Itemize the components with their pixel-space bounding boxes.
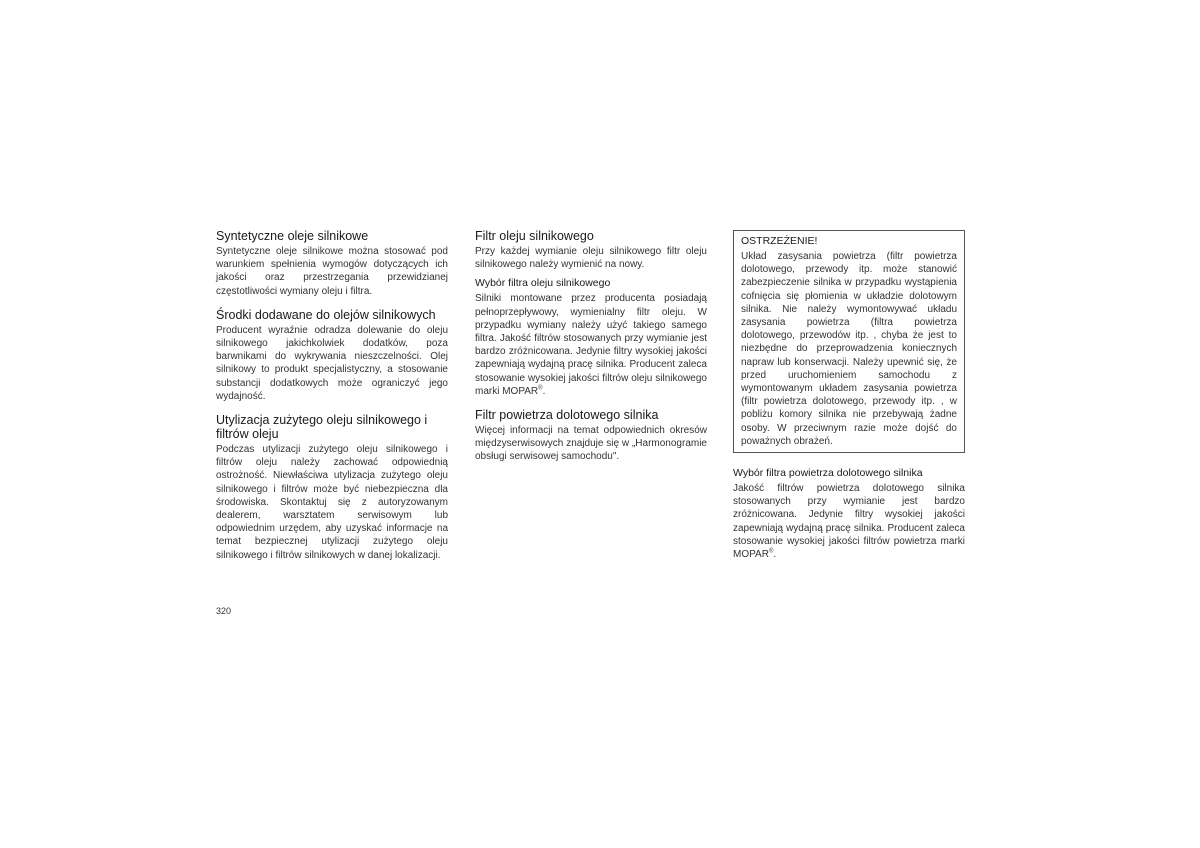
sentence-end: . — [542, 385, 546, 397]
section-oil-disposal — [216, 413, 448, 562]
section-title: Syntetyczne oleje silnikowe — [216, 229, 369, 243]
warning-box — [733, 230, 965, 453]
section-oil-additives — [216, 308, 448, 403]
warning-title: OSTRZEŻENIE! — [741, 235, 818, 247]
section-body: Przy każdej wymianie oleju silnikowego filtr oleju silnikowego należy wymienić na nowy. — [475, 246, 707, 271]
subsection-body — [475, 292, 707, 398]
section-air-filter-choice — [733, 467, 965, 561]
section-body: Podczas utylizacji zużytego oleju silnikowego i filtrów oleju należy zachować odpowiednią ostrożność. Niewłaściwa utylizacja zużytego oleju silnikowego i filtrów może być niebezpieczna dla środowiska. Skontaktuj się z autoryzowanym dealerem, warsztatem serwisowym lub odpowiednim urzędem, aby uzyskać informacje na temat bezpiecznej utylizacji zużytego oleju silnikowego i filtrów silnikowych w danej lokalizacji. — [216, 444, 448, 561]
sentence-end: . — [773, 549, 777, 561]
section-synthetic-oils — [216, 229, 448, 298]
section-title: Utylizacja zużytego oleju silnikowego i filtrów oleju — [216, 413, 428, 442]
column-left — [216, 229, 448, 572]
subsection-body — [733, 482, 965, 561]
subsection-text: Silniki montowane przez producenta posiadają pełnoprzepływowy, wymienialny filtr oleju. W przypadku wymiany należy użyć takiego samego filtra. Jakość filtrów stosowanych przy wymianie jest bardzo zróżnicowana. Jedynie filtry wysokiej jakości zapewniają wydajną pracę silnika. Producent zaleca stosowanie wysokiej jakości filtrów oleju silnikowego marki MOPAR — [475, 293, 707, 397]
section-oil-filter — [475, 229, 707, 398]
subsection-text: Jakość filtrów powietrza dolotowego silnika stosowanych przy wymianie jest bardzo zróżnicowana. Jedynie filtry wysokiej jakości zapewniają wydajną pracę silnika. Producent zaleca stosowanie wysokiej jakości filtrów powietrza marki MOPAR — [733, 483, 965, 561]
warning-body: Układ zasysania powietrza (filtr powietrza dolotowego, przewody itp. może stanowić zabezpieczenie silnika w przypadku wystąpienia cofnięcia się płomienia w układzie dolotowym silnika. Nie należy wymontowywać układu zasysania powietrza (filtra powietrza dolotowego, przewodów itp. , chyba że jest to niezbędne do przeprowadzenia koniecznych napraw lub konserwacji. Należy upewnić się, że przed uruchomieniem samochodu z wymontowanym układem zasysania powietrza (filtr powietrza dolotowego, przewody itp. , w pobliżu komory silnika nie przebywają żadne osoby. W przeciwnym razie może dojść do poważnych obrażeń. — [741, 251, 957, 447]
section-body: Więcej informacji na temat odpowiednich okresów międzyserwisowych znajduje się w „Harmonogramie obsługi serwisowej samochodu". — [475, 425, 707, 463]
column-middle — [475, 229, 707, 474]
section-title: Środki dodawane do olejów silnikowych — [216, 307, 436, 322]
section-air-filter — [475, 408, 707, 464]
section-title: Filtr oleju silnikowego — [475, 229, 594, 243]
page-number: 320 — [216, 606, 232, 616]
section-body: Syntetyczne oleje silnikowe można stosować pod warunkiem spełnienia wymogów dotyczących ich jakości oraz przestrzegania przewidzianej częstotliwości wymiany oleju i filtra. — [216, 246, 448, 297]
subsection-title: Wybór filtra powietrza dolotowego silnika — [733, 467, 923, 480]
section-title: Filtr powietrza dolotowego silnika — [475, 408, 659, 423]
subsection-title: Wybór filtra oleju silnikowego — [475, 277, 611, 290]
section-body: Producent wyraźnie odradza dolewanie do oleju silnikowego jakichkolwiek dodatków, poza barwnikami do wykrywania nieszczelności. Olej silnikowy to produkt specjalistyczny, a stosowanie substancji dodatkowych może ograniczyć jego wydajność. — [216, 324, 448, 402]
column-right — [733, 229, 965, 561]
registered-mark: ® — [538, 385, 543, 392]
registered-mark: ® — [768, 548, 774, 555]
